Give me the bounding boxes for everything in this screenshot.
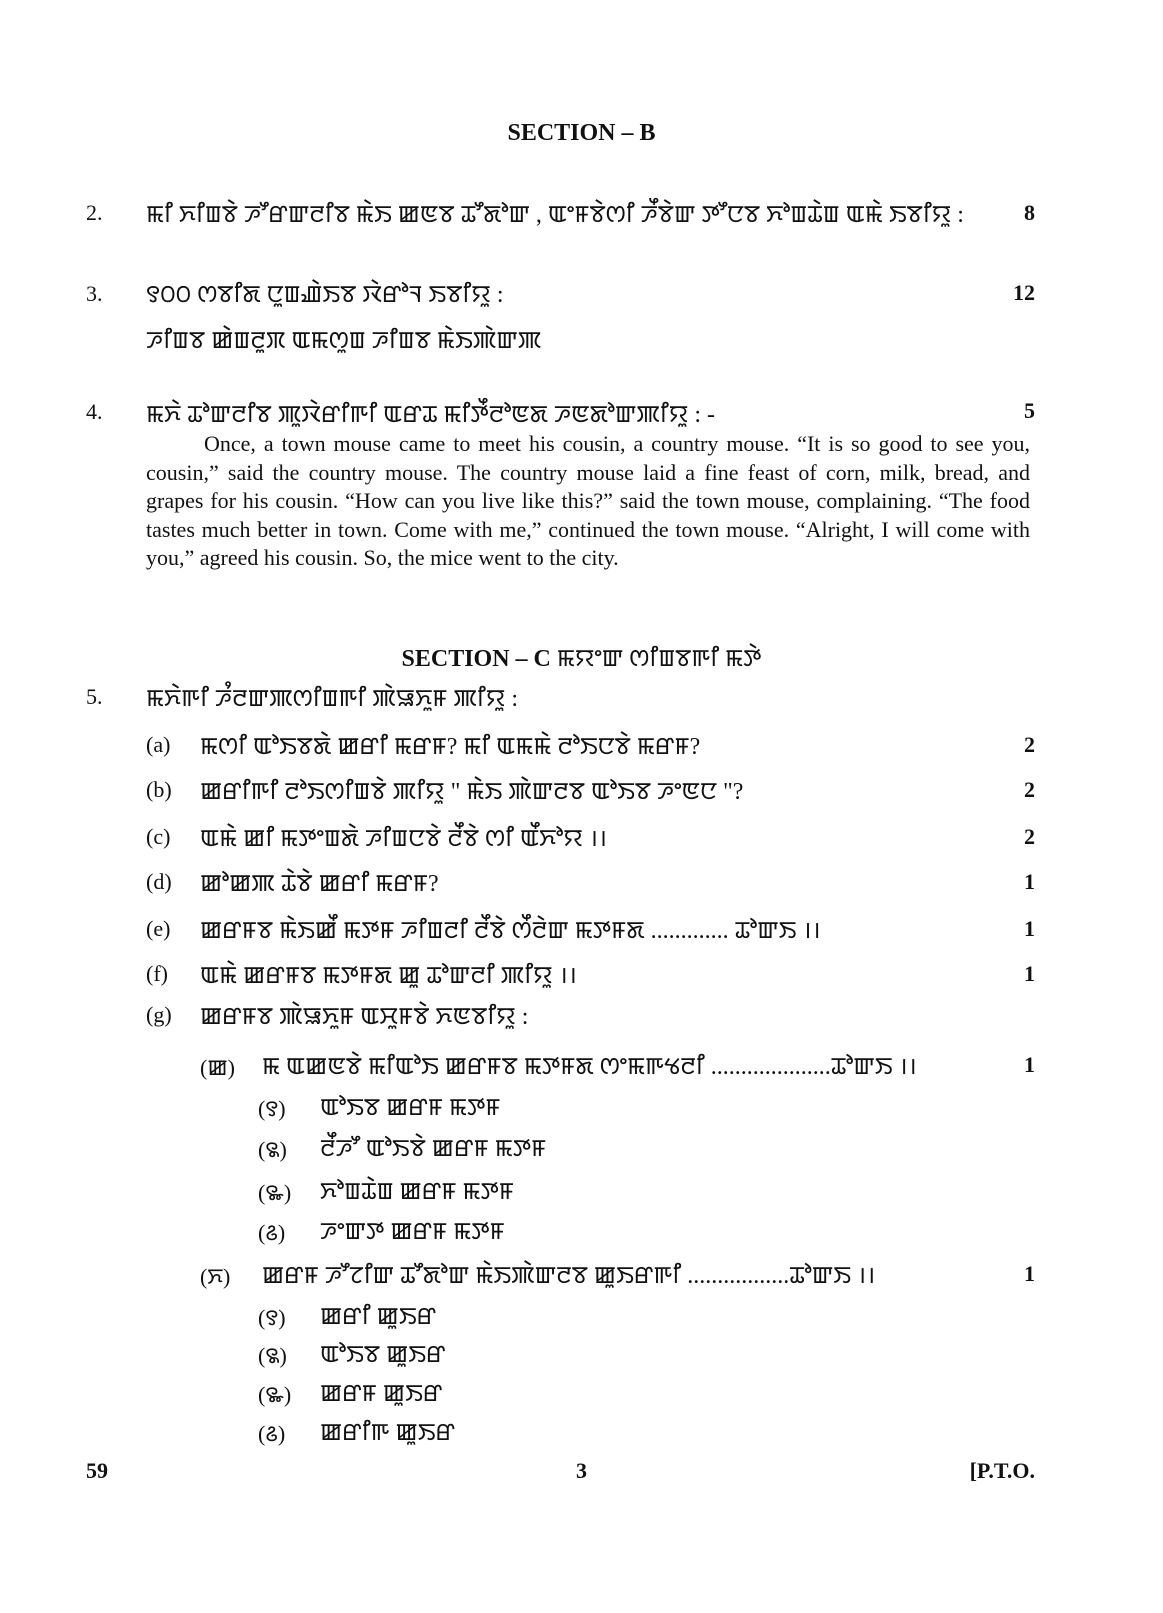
subquestion-label: (c) [146, 824, 171, 849]
question-marks: 12 [1013, 280, 1035, 305]
option-text: ꯍꯦꯛꯇ ꯀꯔꯝ ꯃꯇꯝ [320, 1219, 505, 1245]
option-number: (꯱) [258, 1305, 286, 1330]
subquestion-marks: 2 [1024, 777, 1035, 802]
option-text: ꯀꯔꯝ ꯀꯨꯏꯔ [320, 1381, 443, 1407]
subquestion-marks: 2 [1024, 824, 1035, 849]
option-number: (꯳) [258, 1382, 292, 1407]
option-number: (꯲) [258, 1137, 287, 1162]
section-c-title [0, 640, 1163, 674]
mcq-marks: 1 [1024, 1052, 1035, 1077]
subquestion-label: (g) [146, 1002, 172, 1027]
option-number: (꯲) [258, 1343, 287, 1368]
subquestion-label: (b) [146, 777, 172, 802]
subquestion-marks: 1 [1024, 916, 1035, 941]
subquestion-text: ꯑꯃꯥ ꯀꯤ ꯃꯇꯦꯡꯗꯥ ꯍꯤꯡꯅꯕꯥ ꯂꯩꯕꯥ ꯁꯤ ꯑꯩꯈꯣꯌ ।। [200, 826, 608, 852]
mcq-label: (ꯀ) [200, 1055, 235, 1080]
section-b-title: SECTION – B [507, 120, 656, 146]
pto-marker: [P.T.O. [969, 1458, 1035, 1483]
question-text: ꯱꯰꯰ ꯁꯕꯤꯗ ꯅꯨꯡꯉꯥꯏꯕ ꯋꯥꯔꯣꯜ ꯏꯕꯤꯌꯨ : [146, 282, 504, 308]
paper-code: 59 [86, 1458, 108, 1483]
option-text: ꯀꯔꯤ ꯀꯨꯏꯔ [320, 1304, 437, 1330]
subquestion-marks: 1 [1024, 869, 1035, 894]
option-text: ꯑꯣꯏꯕ ꯀꯨꯏꯔ [320, 1342, 446, 1368]
page-number: 3 [576, 1458, 587, 1483]
section-c-title-local: ꯃꯌꯦꯛ ꯁꯤꯡꯕꯒꯤ ꯃꯇꯥ [556, 646, 762, 672]
subquestion-marks: 2 [1024, 732, 1035, 757]
option-text: ꯑꯣꯏꯕ ꯀꯔꯝ ꯃꯇꯝ [320, 1095, 501, 1121]
subquestion-text: ꯃꯁꯤ ꯑꯣꯏꯕꯗꯥ ꯀꯔꯤ ꯃꯔꯝ? ꯃꯤ ꯑꯃꯃꯥ ꯂꯣꯏꯅꯕꯥ ꯃꯔꯝ? [200, 734, 701, 760]
question-text: ꯃꯤ ꯈꯤꯡꯕꯥ ꯍꯧꯔꯛꯂꯤꯕ ꯃꯥꯏ ꯀꯟꯕ ꯊꯧꯗꯣꯛ , ꯑꯦꯝꯕꯥꯁꯤ ꯍꯩꯕꯥꯛ ꯇꯧꯅꯕ ꯈꯣꯡꯊꯥꯡ ꯑꯃꯥ ꯏꯕꯤꯌꯨ : [146, 202, 964, 228]
subquestion-marks: 1 [1024, 961, 1035, 986]
question-number: 4. [86, 399, 103, 424]
subquestion-label: (d) [146, 869, 172, 894]
option-number: (꯳) [258, 1180, 292, 1205]
option-number: (꯱) [258, 1096, 286, 1121]
option-text: ꯂꯩꯍꯧ ꯑꯣꯏꯕꯥ ꯀꯔꯝ ꯃꯇꯝ [320, 1136, 547, 1162]
subquestion-label: (e) [146, 916, 171, 941]
question-text: ꯃꯈꯥꯒꯤ ꯍꯪꯂꯛꯄꯁꯤꯡꯒꯤ ꯄꯥꯎꯈꯨꯝ ꯄꯤꯌꯨ : [146, 686, 518, 712]
subquestion-text: ꯀꯔꯤꯒꯤ ꯂꯣꯏꯁꯤꯡꯕꯥ ꯄꯤꯌꯨ " ꯃꯥꯏ ꯄꯥꯛꯂꯕ ꯑꯣꯏꯕ ꯍꯦꯟꯅ "? [200, 779, 744, 805]
question-marks: 8 [1024, 200, 1035, 225]
question-text: ꯃꯈꯥ ꯊꯣꯛꯂꯤꯕ ꯄꯨꯋꯥꯔꯤꯒꯤ ꯑꯔꯊ ꯃꯤꯇꯩꯂꯣꯟꯗ ꯍꯟꯗꯣꯛꯄꯤꯌꯨ : - [146, 402, 716, 428]
english-passage: Once, a town mouse came to meet his cousin, a country mouse. “It is so good to see you, cousin,” said the country mouse. The country mouse laid a fine feast of corn, milk, bread, and grapes for his cousin. “How can you live like this?” said the town mouse, complaining. “The food tastes much better in town. Come with me,” continued the town mouse. “Alright, I will come with you,” agreed his cousin. So, the mice went to the city. [146, 431, 1030, 570]
mcq-marks: 1 [1024, 1261, 1035, 1286]
question-number: 5. [86, 684, 103, 709]
subquestion-text: ꯑꯃꯥ ꯀꯔꯝꯕ ꯃꯇꯝꯗ ꯀꯨ ꯊꯣꯛꯂꯤ ꯄꯤꯌꯨ ।। [200, 963, 577, 989]
mcq-question: ꯃ ꯑꯀꯟꯕꯥ ꯃꯤꯑꯣꯏ ꯀꯔꯝꯕ ꯃꯇꯝꯗ ꯁꯦꯃꯒꯠꯂꯤ ....................ꯊꯣꯛꯏ ।। [262, 1054, 917, 1080]
mcq-label: (ꯈ) [200, 1264, 231, 1289]
question-subtext: ꯍꯤꯡꯕ ꯀꯥꯡꯂꯨꯞ ꯑꯃꯁꯨꯡ ꯍꯤꯡꯕ ꯃꯥꯏꯄꯥꯛꯄ [146, 328, 542, 354]
option-number: (꯴) [258, 1421, 286, 1446]
mcq-question: ꯀꯔꯝ ꯍꯧꯖꯤꯛ ꯊꯧꯗꯣꯛ ꯃꯥꯏꯄꯥꯛꯂꯕ ꯀꯨꯏꯔꯒꯤ .................ꯊꯣꯛꯏ ।। [262, 1263, 876, 1289]
option-text: ꯈꯣꯡꯊꯥꯡ ꯀꯔꯝ ꯃꯇꯝ [320, 1179, 514, 1205]
option-number: (꯴) [258, 1220, 286, 1245]
question-number: 2. [86, 200, 103, 225]
question-marks: 5 [1024, 398, 1035, 423]
question-number: 3. [86, 281, 103, 306]
option-text: ꯀꯔꯤꯒ ꯀꯨꯏꯔ [320, 1420, 456, 1446]
section-c-title-english: SECTION – C [401, 646, 551, 672]
subquestion-label: (a) [146, 732, 171, 757]
subquestion-text: ꯀꯣꯀꯄ ꯊꯥꯕꯥ ꯀꯔꯤ ꯃꯔꯝ? [200, 871, 439, 897]
subquestion-text: ꯀꯔꯝꯕ ꯄꯥꯎꯈꯨꯝ ꯑꯆꯨꯝꯕꯥ ꯈꯟꯕꯤꯌꯨ : [200, 1004, 529, 1030]
subquestion-text: ꯀꯔꯝꯕ ꯃꯥꯏꯀꯩ ꯃꯇꯝ ꯍꯤꯡꯂꯤ ꯂꯩꯕꯥ ꯁꯩꯂꯥꯛ ꯃꯇꯝꯗ ............. ꯊꯣꯛꯏ ।। [200, 918, 821, 944]
subquestion-label: (f) [146, 961, 168, 986]
